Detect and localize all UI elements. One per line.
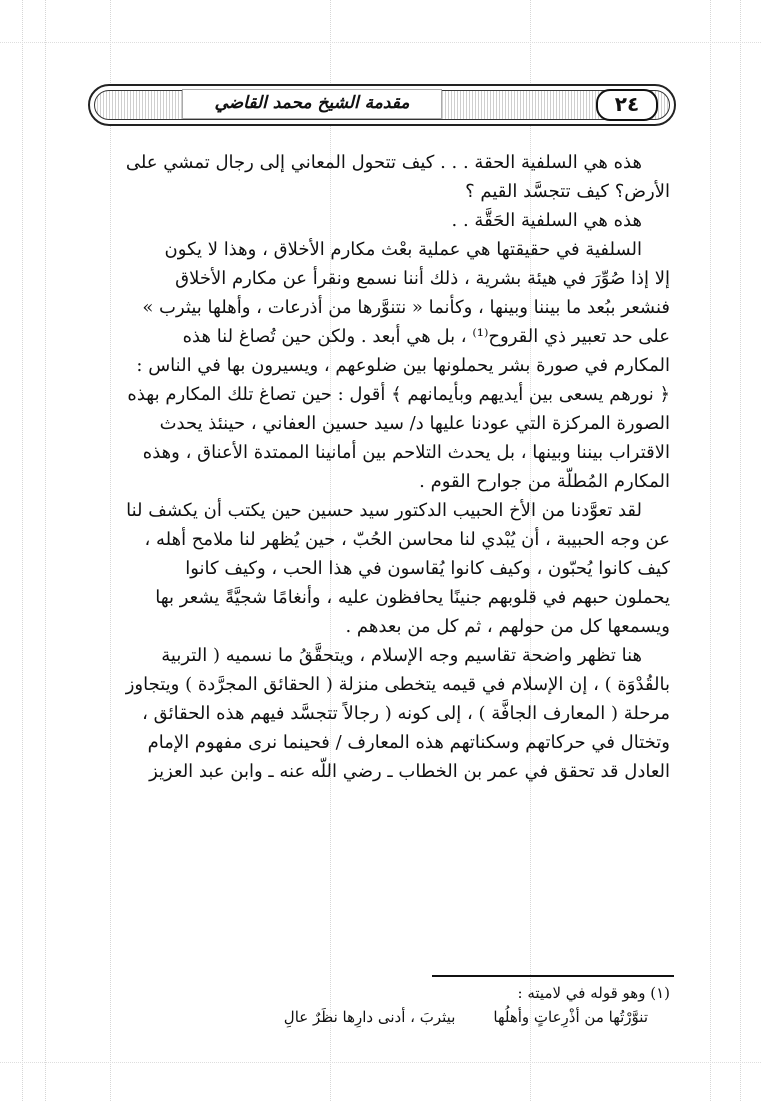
text-line: هذه هي السلفية الحَقَّة . .: [451, 210, 642, 231]
verse-first-hemistich: تنوَّرْتُها من أذْرِعاتٍ وأهلُها: [493, 1008, 648, 1026]
footnote-intro: (١) وهو قوله في لاميته :: [517, 984, 670, 1002]
text-line: عن وجه الحبيبة ، أن يُبْدي لنا محاسن الحُبّ ، حين يُظهر لنا ملامح أهله ،: [144, 529, 670, 550]
text-line: ويسمعها كل من حولهم ، ثم كل من بعدهم .: [345, 616, 670, 637]
text-line: السلفية في حقيقتها هي عملية بعْث مكارم الأخلاق ، وهذا لا يكون: [164, 239, 642, 260]
text-line: وتختال في حركاتهم وسكناتهم هذه المعارف / فحينما نرى مفهوم الإمام: [147, 732, 670, 753]
body-text: [86, 148, 670, 786]
text-line: المكارم المُطلَّة من جوارح القوم .: [419, 471, 670, 492]
text-line: إلا إذا صُوِّرَ في هيئة بشرية ، ذلك أننا نسمع ونقرأ عن مكارم الأخلاق: [175, 268, 670, 289]
scan-guide: [45, 0, 46, 1101]
scan-guide: [740, 0, 741, 1101]
page-header: [88, 84, 676, 126]
scan-guide: [0, 42, 761, 43]
text-line: الاقتراب بيننا وبينها ، بل يحدث التلاحم بين أمانينا الممتدة الأعناق ، وهذه: [142, 442, 670, 463]
text-line: الصورة المركزة التي عودنا عليها د/ سيد حسين العفاني ، حينئذ يحدث: [159, 413, 670, 434]
text-line: كيف كانوا يُحبّون ، وكيف كانوا يُقاسون في هذا الحب ، وكيف كانوا: [185, 558, 670, 579]
footnote: [150, 981, 670, 1029]
text-line: يحملون حبهم في قلوبهم جنينًا يحافظون عليه ، وأنغامًا شجيَّةً يشعر بها: [155, 587, 670, 608]
scan-guide: [0, 1062, 761, 1063]
text-line: على حد تعبير ذي القروح⁽¹⁾ ، بل هي أبعد . ولكن حين تُصاغ لنا هذه: [182, 326, 670, 347]
text-line: هذه هي السلفية الحقة . . . كيف تتحول المعاني إلى رجال تمشي على: [125, 152, 642, 173]
text-line: العادل قد تحقق في عمر بن الخطاب ـ رضي اللَّه عنه ـ وابن عبد العزيز: [149, 761, 670, 782]
text-line: هنا تظهر واضحة تقاسيم وجه الإسلام ، ويتحقَّقُ ما نسميه ( التربية: [161, 645, 642, 666]
quran-verse-line: ﴿ نورهم يسعى بين أيديهم وبأيمانهم ﴾ أقول : حين تصاغ تلك المكارم بهذه: [127, 384, 670, 405]
text-line: بالقُدْوَة ) ، إن الإسلام في قيمه يتخطى منزلة ( الحقائق المجرَّدة ) ويتجاوز: [125, 674, 670, 695]
running-title: مقدمة الشيخ محمد القاضي: [182, 89, 442, 119]
footnote-divider: [432, 975, 674, 977]
verse-second-hemistich: بيثربَ ، أدنى دارِها نظَرٌ عالِ: [283, 1008, 456, 1026]
footnote-verse: [150, 1005, 670, 1029]
text-line: الأرض؟ كيف تتجسَّد القيم ؟: [465, 181, 670, 202]
scan-guide: [710, 0, 711, 1101]
text-line: لقد تعوَّدنا من الأخ الحبيب الدكتور سيد حسين حين يكتب أن يكشف لنا: [126, 500, 642, 521]
text-line: المكارم في صورة بشر يحملونها بين ضلوعهم ، ويسيرون بها في الناس :: [136, 355, 670, 376]
text-line: فنشعر ببُعد ما بيننا وبينها ، وكأنما « نتنوَّرها من أذرعات ، وأهلها بيثرب »: [142, 297, 670, 318]
page-number: ٢٤: [596, 89, 658, 121]
text-line: مرحلة ( المعارف الجافَّة ) ، إلى كونه ( رجالاً تتجسَّد فيهم هذه الحقائق ،: [142, 703, 670, 724]
scan-guide: [22, 0, 23, 1101]
